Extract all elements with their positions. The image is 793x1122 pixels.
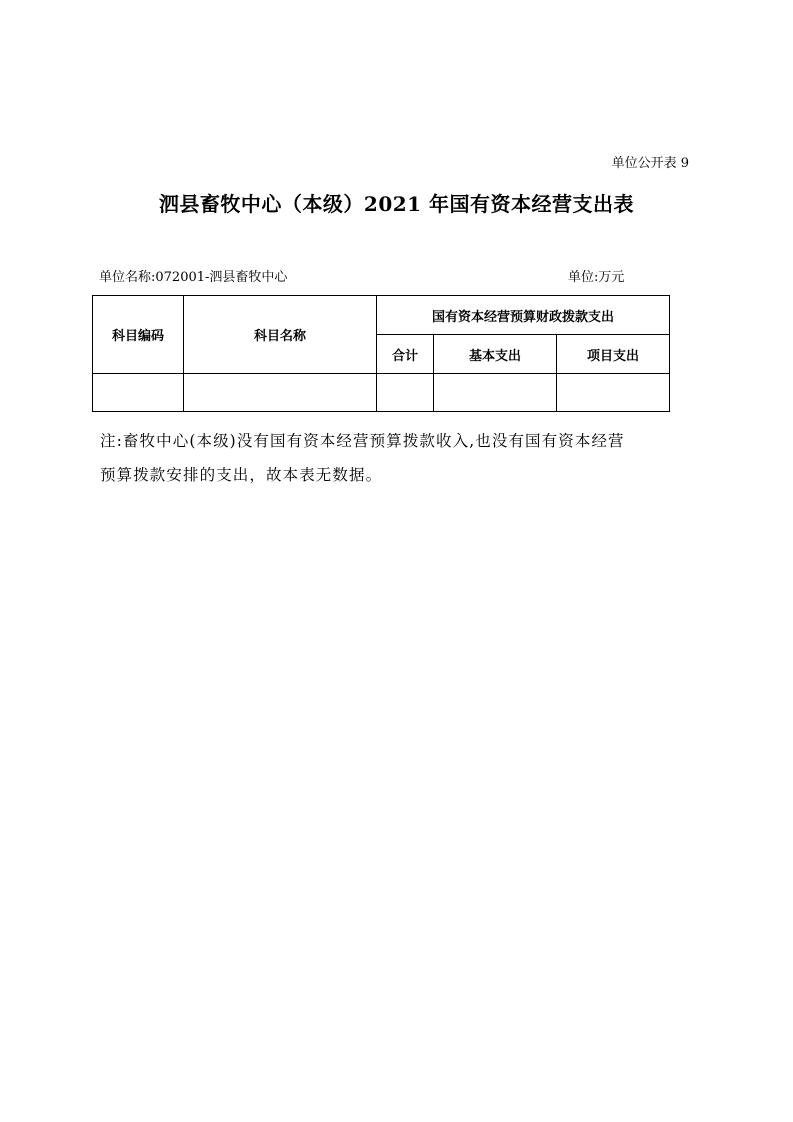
cell-basic-expenditure	[434, 374, 557, 412]
note-line-1: 注:畜牧中心(本级)没有国有资本经营预算拨款收入,也没有国有资本经营	[100, 432, 625, 450]
table-row	[93, 374, 670, 412]
table-header-row	[93, 296, 670, 335]
page-title: 泗县畜牧中心（本级）2021 年国有资本经营支出表	[158, 192, 635, 216]
header-budget-group: 国有资本经营预算财政拨款支出	[377, 296, 670, 335]
header-total: 合计	[377, 335, 434, 374]
header-basic-expenditure: 基本支出	[434, 335, 557, 374]
expenditure-table	[92, 295, 670, 412]
header-subject-name: 科目名称	[184, 296, 377, 374]
header-subject-code: 科目编码	[93, 296, 184, 374]
cell-total	[377, 374, 434, 412]
note-line-2: 预算拨款安排的支出，故本表无数据。	[100, 466, 383, 484]
header-project-expenditure: 项目支出	[557, 335, 670, 374]
cell-subject-code	[93, 374, 184, 412]
table-number: 单位公开表 9	[611, 156, 689, 171]
note	[100, 424, 700, 492]
unit-name: 单位名称:072001-泗县畜牧中心	[99, 270, 288, 285]
cell-subject-name	[184, 374, 377, 412]
unit-measure: 单位:万元	[568, 270, 625, 285]
cell-project-expenditure	[557, 374, 670, 412]
